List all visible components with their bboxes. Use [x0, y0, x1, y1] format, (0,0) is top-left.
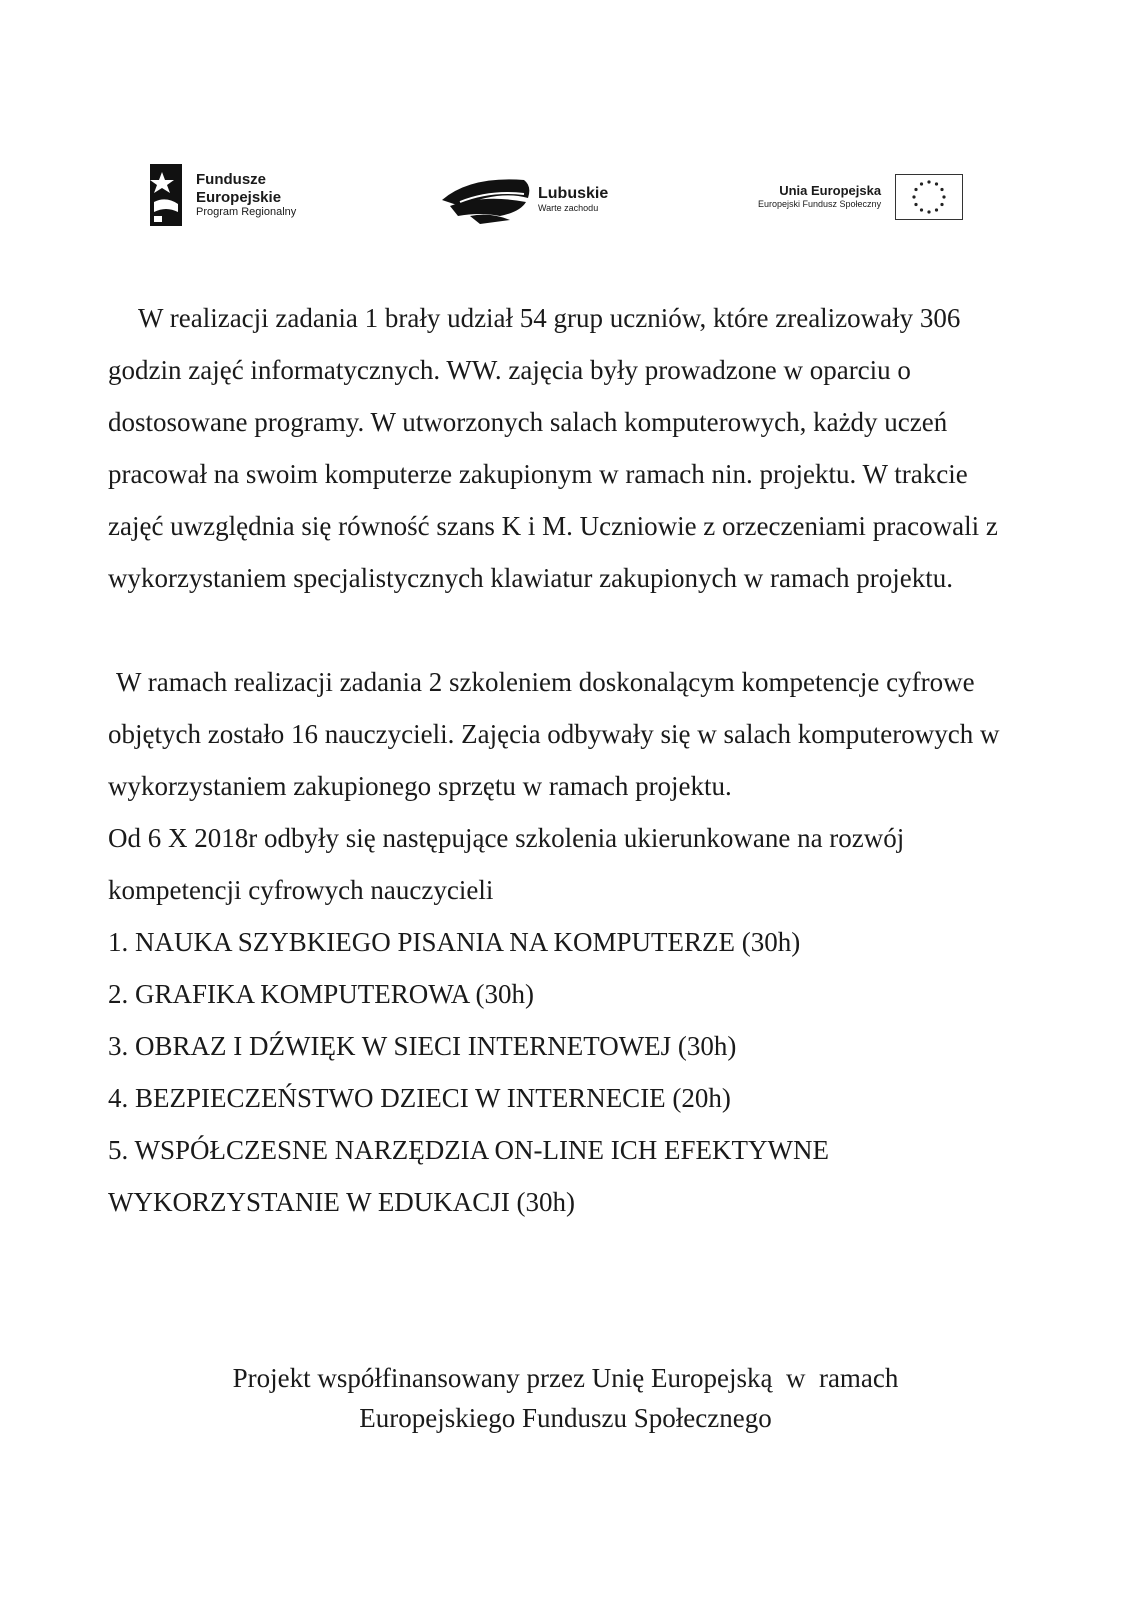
eu-flag-icon [895, 174, 963, 220]
fundusze-europejskie-logo-icon [148, 162, 184, 228]
training-list [108, 916, 1028, 1228]
fundusze-line2: Europejskie [196, 188, 282, 206]
list-item: 2. GRAFIKA KOMPUTEROWA (30h) [108, 979, 535, 1009]
ue-sub: Europejski Fundusz Społeczny [758, 199, 882, 210]
logo-bar [0, 160, 1131, 240]
fundusze-line1: Fundusze [196, 171, 266, 189]
document-body [108, 292, 1028, 1228]
ue-name: Unia Europejska [779, 183, 882, 199]
footer-line1: Projekt współfinansowany przez Unię Europejską w ramach [232, 1363, 899, 1393]
lubuskie-logo [440, 172, 608, 226]
fundusze-line3: Program Regionalny [196, 205, 297, 218]
lubuskie-tagline: Warte zachodu [538, 203, 599, 214]
fundusze-europejskie-logo [148, 162, 296, 228]
paragraph-task1: W realizacji zadania 1 brały udział 54 grup uczniów, które zrealizowały 306 godzin zajęć informatycznych. WW. zajęcia były prowadzone w oparciu o dostosowane programy. W utworzonych salach komputerowych, każdy uczeń pracował na swoim komputerze zakupionym w ramach nin. projektu. W trakcie zajęć uwzględnia się równość szans K i M. Uczniowie z orzeczeniami pracowali z wykorzystaniem specjalistycznych klawiatur zakupionych w ramach projektu. [108, 303, 998, 593]
lubuskie-logo-icon [440, 172, 532, 226]
unia-europejska-logo [758, 174, 963, 220]
footer-line2: Europejskiego Funduszu Społecznego [359, 1403, 772, 1433]
list-item: 4. BEZPIECZEŃSTWO DZIECI W INTERNECIE (20h) [108, 1083, 731, 1113]
lubuskie-name: Lubuskie [538, 184, 609, 202]
paragraph-trainings-intro: Od 6 X 2018r odbyły się następujące szkolenia ukierunkowane na rozwój kompetencji cyfrowych nauczycieli [108, 823, 905, 905]
list-item: 5. WSPÓŁCZESNE NARZĘDZIA ON-LINE ICH EFEKTYWNE WYKORZYSTANIE W EDUKACJI (30h) [108, 1135, 829, 1217]
footer-note [0, 1358, 1131, 1438]
list-item: 3. OBRAZ I DŹWIĘK W SIECI INTERNETOWEJ (30h) [108, 1031, 737, 1061]
list-item: 1. NAUKA SZYBKIEGO PISANIA NA KOMPUTERZE (30h) [108, 927, 801, 957]
paragraph-task2: W ramach realizacji zadania 2 szkoleniem doskonalącym kompetencje cyfrowe objętych zostało 16 nauczycieli. Zajęcia odbywały się w salach komputerowych w wykorzystaniem zakupionego sprzętu w ramach projektu. [108, 667, 1000, 801]
